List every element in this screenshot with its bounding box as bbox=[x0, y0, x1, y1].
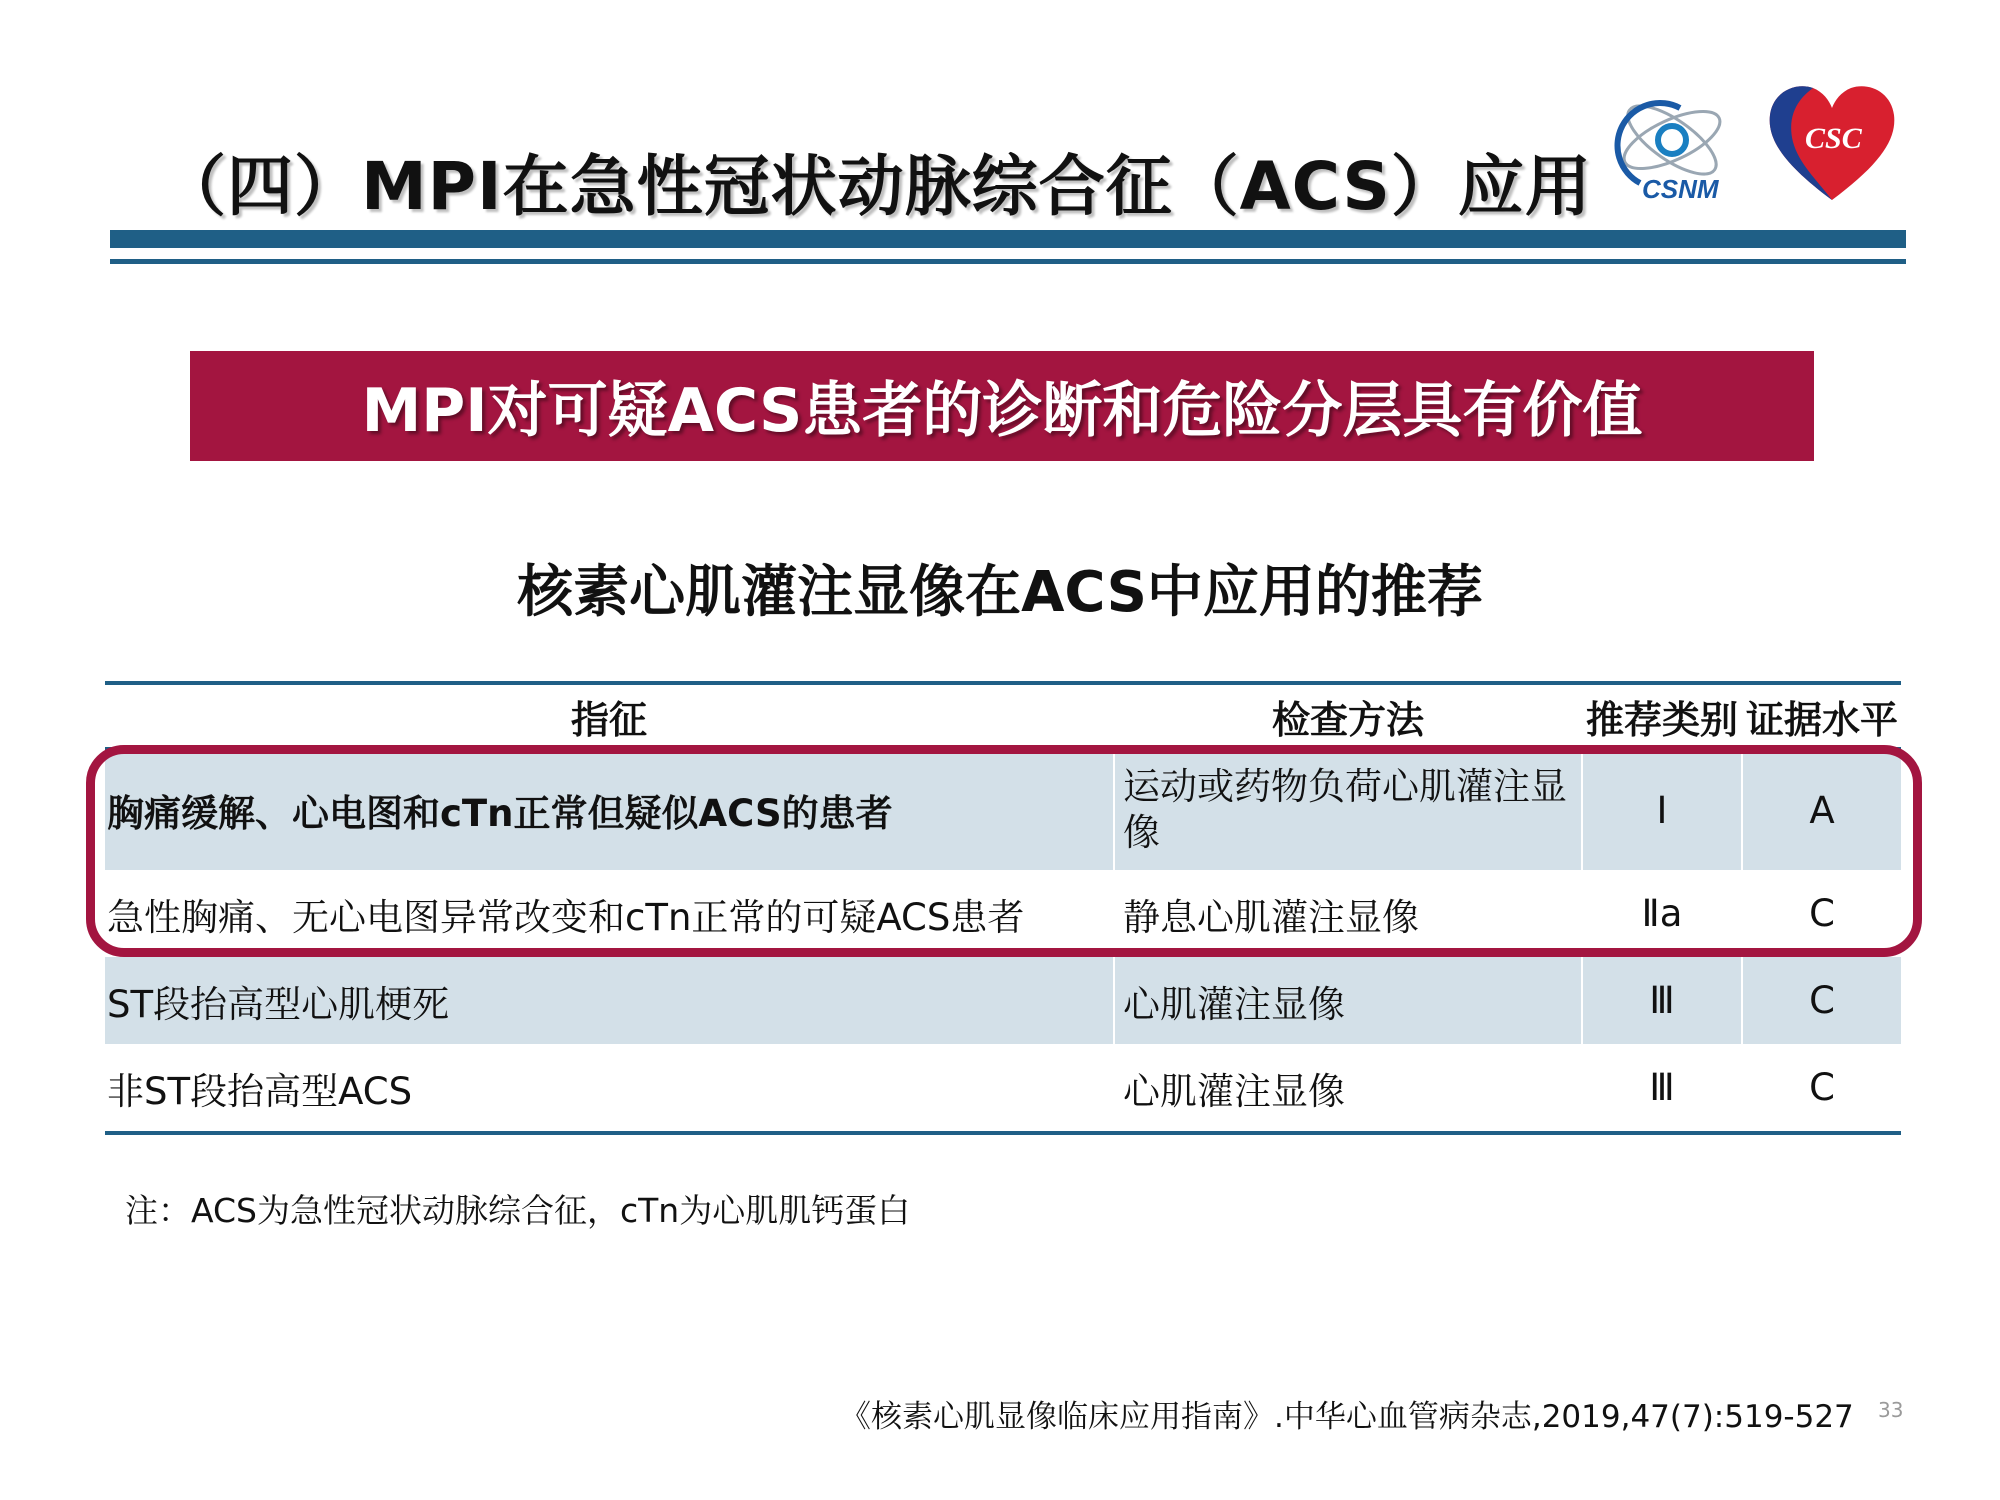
cell-indication: 胸痛缓解、心电图和cTn正常但疑似ACS的患者 bbox=[105, 750, 1113, 870]
table-header-row bbox=[105, 685, 1901, 747]
header-indication: 指征 bbox=[570, 697, 647, 742]
banner-text: MPI对可疑ACS患者的诊断和危险分层具有价值 bbox=[361, 376, 1643, 446]
cell-level: A bbox=[1741, 750, 1901, 870]
cell-class: Ⅲ bbox=[1581, 957, 1741, 1044]
reference-citation: 《核素心肌显像临床应用指南》.中华心血管病杂志,2019,47(7):519-527 bbox=[840, 1399, 1854, 1435]
cell-class: Ⅲ bbox=[1581, 1044, 1741, 1131]
csc-heart-logo-icon bbox=[1765, 80, 1900, 205]
cell-level: C bbox=[1741, 870, 1901, 957]
cell-indication: ST段抬高型心肌梗死 bbox=[105, 957, 1113, 1044]
svg-text:CSNM: CSNM bbox=[1642, 174, 1719, 204]
cell-method: 静息心肌灌注显像 bbox=[1113, 870, 1581, 957]
table-row bbox=[105, 1044, 1901, 1131]
cell-indication: 急性胸痛、无心电图异常改变和cTn正常的可疑ACS患者 bbox=[107, 895, 1025, 939]
page-title: （四）MPI在急性冠状动脉综合征（ACS）应用 bbox=[160, 148, 1592, 225]
header-level: 证据水平 bbox=[1741, 685, 1901, 747]
csnm-logo-icon bbox=[1610, 88, 1740, 208]
header-method: 检查方法 bbox=[1113, 685, 1581, 747]
svg-text:CSC: CSC bbox=[1805, 122, 1862, 155]
header-class: 推荐类别 bbox=[1581, 685, 1741, 747]
cell-method: 心肌灌注显像 bbox=[1113, 1044, 1581, 1131]
cell-class: Ⅰ bbox=[1581, 750, 1741, 870]
table-bottom-rule bbox=[105, 1131, 1901, 1135]
header-rule-thin bbox=[110, 259, 1906, 264]
highlight-box bbox=[86, 745, 1922, 957]
table-title: 核素心肌灌注显像在ACS中应用的推荐 bbox=[517, 560, 1483, 625]
cell-indication: 非ST段抬高型ACS bbox=[107, 1069, 413, 1113]
table-footnote: 注：ACS为急性冠状动脉综合征，cTn为心肌肌钙蛋白 bbox=[125, 1191, 911, 1230]
page-number: 33 bbox=[1878, 1398, 1904, 1422]
cell-level: C bbox=[1741, 1044, 1901, 1131]
header-rule-thick bbox=[110, 230, 1906, 248]
key-message-banner bbox=[190, 351, 1814, 461]
table-row bbox=[105, 957, 1901, 1044]
cell-method: 运动或药物负荷心肌灌注显像 bbox=[1113, 750, 1581, 870]
cell-level: C bbox=[1741, 957, 1901, 1044]
cell-class: Ⅱa bbox=[1581, 870, 1741, 957]
cell-method: 心肌灌注显像 bbox=[1113, 957, 1581, 1044]
